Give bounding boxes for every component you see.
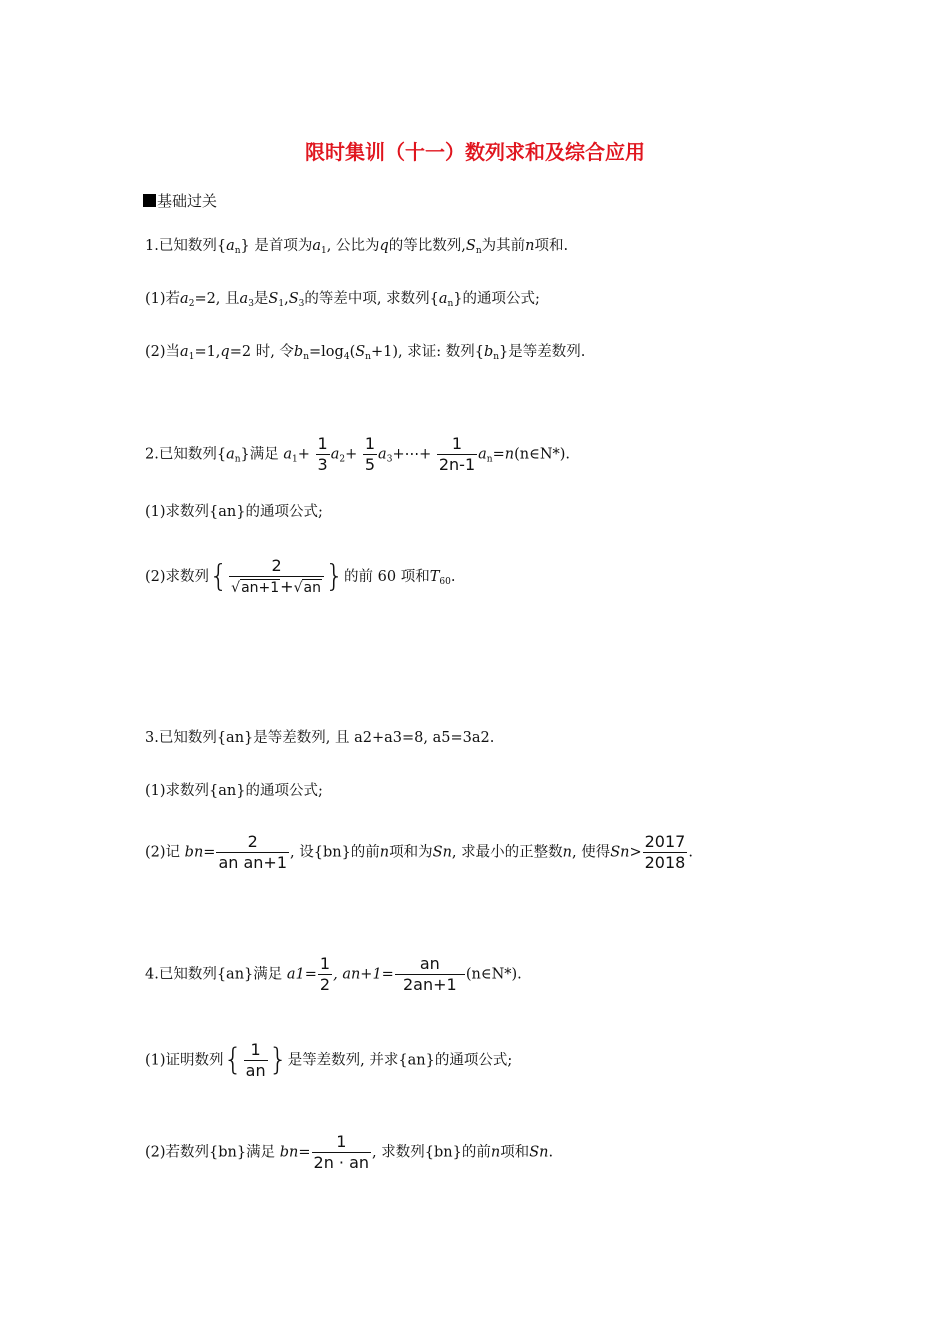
problem-2-stem: 2.已知数列$\{a_n\}$满足 $a_1+$ $\frac{1}{3}$ $a_2+$ $\frac{1}{5}$ $a_3+\cdots+$ $\frac{1}{2n-1}$ $a_n=n(n\in N*)$.: [145, 434, 571, 474]
sqrt-an: √an: [293, 580, 321, 596]
fraction-1-over-2n-an: $\frac{1}{2n \cdot an}$: [313, 1132, 370, 1172]
fraction-1-2: $\frac{1}{2}$: [319, 954, 331, 994]
problem-1-part-1: (1)若$a_2=2$, 且$a_3$是$S_1,S_3$的等差中项, 求数列$\{a_n\}$的通项公式;: [145, 291, 540, 309]
fraction-2017-2018: $\frac{2017}{2018}$: [644, 832, 686, 872]
problem-2-part-2: (2)求数列{ $\frac{2}{√an+1+√an}$ }的前 60 项和$T_{60}$.: [145, 556, 456, 596]
problem-4-stem: 4.已知数列{an}满足 a1= $\frac{1}{2}$ , an+1= $\frac{an}{2an+1}$ (n∈N*).: [145, 954, 522, 994]
problem-3-part-1: (1)求数列{an}的通项公式;: [145, 783, 323, 799]
fraction-2-over-roots: $\frac{2}{√an+1+√an}$: [229, 556, 324, 598]
page-title: 限时集训（十一）数列求和及综合应用: [305, 140, 645, 164]
fraction-1-3: $\frac{1}{3}$: [317, 434, 328, 474]
fraction-1-5: $\frac{1}{5}$: [364, 434, 376, 474]
sqrt-an+1: √an+1: [231, 580, 280, 596]
fraction-2-over-an-an+1: $\frac{2}{\text{an an+1}}$: [218, 832, 287, 872]
problem-4-part-1: (1)证明数列{ $\frac{1}{an}$ }是等差数列, 并求{an}的通项公式;: [145, 1040, 513, 1080]
problem-3-stem: 3.已知数列{an}是等差数列, 且 a2+a3=8, a5=3a2.: [145, 730, 495, 746]
problem-2-part-1: (1)求数列{an}的通项公式;: [145, 504, 323, 520]
section-heading: 基础过关: [143, 190, 217, 211]
problem-1-part-2: (2)当$a_1=1,q=2$ 时, 令$b_n=\log_4(S_n+1)$, 求证: 数列$\{b_n\}$是等差数列.: [145, 344, 586, 362]
problem-3-part-2: (2)记 bn= $\frac{2}{\text{an an+1}}$ , 设{bn}的前n项和为Sn, 求最小的正整数n, 使得Sn> $\frac{2017}{2018}$ .: [145, 832, 693, 872]
fraction-1-over-an: $\frac{1}{an}$: [245, 1040, 266, 1080]
fraction-an-over-2an+1: $\frac{an}{2an+1}$: [395, 954, 465, 995]
problem-1-stem: 1.已知数列$\{a_n\}$ 是首项为$a_1$, 公比为q的等比数列$,S_n$为其前n项和.: [145, 238, 569, 256]
problem-4-part-2: (2)若数列{bn}满足 bn= $\frac{1}{2n \cdot an}$ , 求数列{bn}的前n项和Sn.: [145, 1132, 554, 1172]
square-bullet-icon: [143, 194, 156, 207]
fraction-1-2n-1: $\frac{1}{2n-1}$: [438, 434, 476, 474]
